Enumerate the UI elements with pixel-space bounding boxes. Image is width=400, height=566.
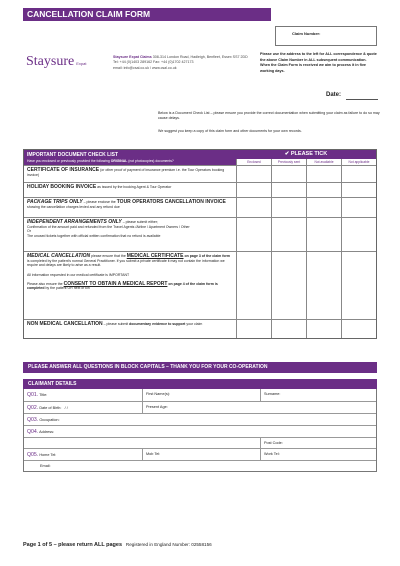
tick-box[interactable]: [341, 166, 376, 182]
post-code-field[interactable]: Post Code:: [260, 438, 376, 448]
company-tel-fax: Tel: +44 (0)1403 289162 Fax: +44 (0)1702 427173: [113, 60, 194, 65]
tick-box[interactable]: [236, 320, 271, 338]
correspondence-note: Please use the address to the left for ALL correspondence & quote the above Claim Number in ALL subsequent communication. When the Claim Form is received we aim to process it in five working days.: [260, 52, 377, 73]
check-row-certificate: CERTIFICATE OF INSURANCE (or other proof of payment of insurance premium i.e. the Tour Operators booking invoice): [24, 165, 376, 182]
first-names-field[interactable]: First Name(s):: [142, 389, 260, 401]
claim-number-label: Claim Number:: [292, 31, 321, 36]
tick-box[interactable]: [306, 183, 341, 197]
tick-box[interactable]: [306, 252, 341, 319]
block-capitals-banner: PLEASE ANSWER ALL QUESTIONS IN BLOCK CAPITALS – THANK YOU FOR YOUR CO-OPERATION: [23, 362, 377, 373]
tick-box[interactable]: [341, 320, 376, 338]
check-row-package-trips: PACKAGE TRIPS ONLY – please enclose the TOUR OPERATORS CANCELLATION INVOICE showing the cancellation charges levied and any refund due: [24, 197, 376, 217]
date-field[interactable]: [346, 99, 378, 100]
col-previously-sent: Previously sent: [271, 159, 306, 165]
claim-number-box[interactable]: [275, 26, 377, 46]
col-not-applicable: Not applicable: [341, 159, 376, 165]
address-line-2[interactable]: [24, 438, 260, 448]
staysure-logo: Staysure Expat: [26, 54, 87, 69]
check-list-subtitle: Have you enclosed or previously provided the following ORIGINAL (not photocopies) documents?: [27, 159, 174, 163]
check-list-header: [24, 150, 376, 165]
company-street: 308-314 London Road, Hadleigh, Benfleet, Essex SS7 2DD: [152, 55, 248, 59]
row-address: [24, 425, 376, 437]
claimant-details-header: CLAIMANT DETAILS: [23, 379, 377, 389]
col-not-available: Not available: [306, 159, 341, 165]
tick-box[interactable]: [271, 320, 306, 338]
tick-box[interactable]: [271, 183, 306, 197]
check-row-non-medical: NON MEDICAL CANCELLATION – please submit documentary evidence to support your claim: [24, 319, 376, 338]
please-tick-label: ✔ PLEASE TICK: [284, 151, 328, 157]
row-dob: [24, 401, 376, 413]
tick-box[interactable]: [341, 252, 376, 319]
check-list-title: IMPORTANT DOCUMENT CHECK LIST: [27, 152, 119, 158]
tick-box[interactable]: [306, 166, 341, 182]
tick-box[interactable]: [271, 166, 306, 182]
document-check-list: [23, 149, 377, 339]
company-email: email: info@csal.co.uk / www.csal.co.uk: [113, 65, 177, 70]
check-row-medical: MEDICAL CANCELLATION please ensure that the MEDICAL CERTIFICATE on page 3 of the claim form is completed by the patient's normal General Practitioner. If you submit a private certificate it may not contain the information we require and delays are likely to arise as a result. All information requested in our medical certificate is IMPORTANT Please also ensure the CONSENT TO OBTAIN A MEDICAL REPORT on page 4 of the claim form is completed by the patient OR next of kin: [24, 251, 376, 319]
row-occupation: [24, 413, 376, 425]
occupation-field[interactable]: Q03. Occupation:: [27, 417, 60, 423]
col-enclosed: Enclosed: [236, 159, 271, 165]
work-tel-field[interactable]: Work Tel:: [260, 449, 376, 460]
claimant-details-table: [23, 389, 377, 472]
row-email: [24, 460, 376, 471]
tick-box[interactable]: [236, 252, 271, 319]
page-number: Page 1 of 5 – please return ALL pages: [23, 542, 123, 548]
surname-field[interactable]: Surname:: [260, 389, 376, 401]
registration-number: Registered in England Number: 02558156: [125, 542, 212, 547]
company-name: Staysure Expat Claims: [113, 55, 152, 59]
tick-box[interactable]: [271, 198, 306, 217]
row-postcode: [24, 437, 376, 448]
intro-text-2: We suggest you keep a copy of this claim form and other documents for your own records.: [158, 129, 302, 133]
tick-box[interactable]: [341, 198, 376, 217]
mob-tel-field[interactable]: Mob Tel:: [142, 449, 260, 460]
dob-field[interactable]: Q02. Date of Birth: / /: [27, 405, 68, 411]
tick-box[interactable]: [236, 218, 271, 251]
row-title: [24, 389, 376, 401]
date-label: Date:: [326, 92, 342, 98]
company-address: [113, 55, 251, 71]
tick-box[interactable]: [306, 198, 341, 217]
form-title: CANCELLATION CLAIM FORM: [27, 9, 151, 19]
tick-box[interactable]: [271, 218, 306, 251]
check-row-independent: INDEPENDENT ARRANGEMENTS ONLY – please submit either; Confirmation of the amount paid and refunded from the Travel Agents /Airline / Apartment Owners / Other Or The unused tickets together with official written confirmation that no refund is available: [24, 217, 376, 251]
tick-box[interactable]: [341, 218, 376, 251]
tick-box[interactable]: [236, 166, 271, 182]
address-field[interactable]: Q04. Address:: [27, 429, 55, 435]
tick-box[interactable]: [271, 252, 306, 319]
title-field[interactable]: Q01. Title:: [27, 392, 48, 398]
row-phones: [24, 448, 376, 460]
check-row-booking-invoice: HOLIDAY BOOKING INVOICE as issued by the booking Agent & Tour Operator: [24, 182, 376, 197]
tick-box[interactable]: [306, 218, 341, 251]
present-age-field[interactable]: Present Age:: [142, 402, 376, 413]
intro-text-1: Below is a Document Check List – please ensure you provide the correct documentation when submitting your claim as failure to do so may cause delays.: [158, 111, 380, 120]
home-tel-field[interactable]: Q05. Home Tel:: [27, 452, 57, 458]
tick-box[interactable]: [236, 198, 271, 217]
tick-box[interactable]: [236, 183, 271, 197]
email-field[interactable]: Email:: [40, 464, 51, 468]
tick-box[interactable]: [306, 320, 341, 338]
form-title-bar: [23, 8, 271, 21]
page-footer: [23, 542, 212, 548]
tick-box[interactable]: [341, 183, 376, 197]
